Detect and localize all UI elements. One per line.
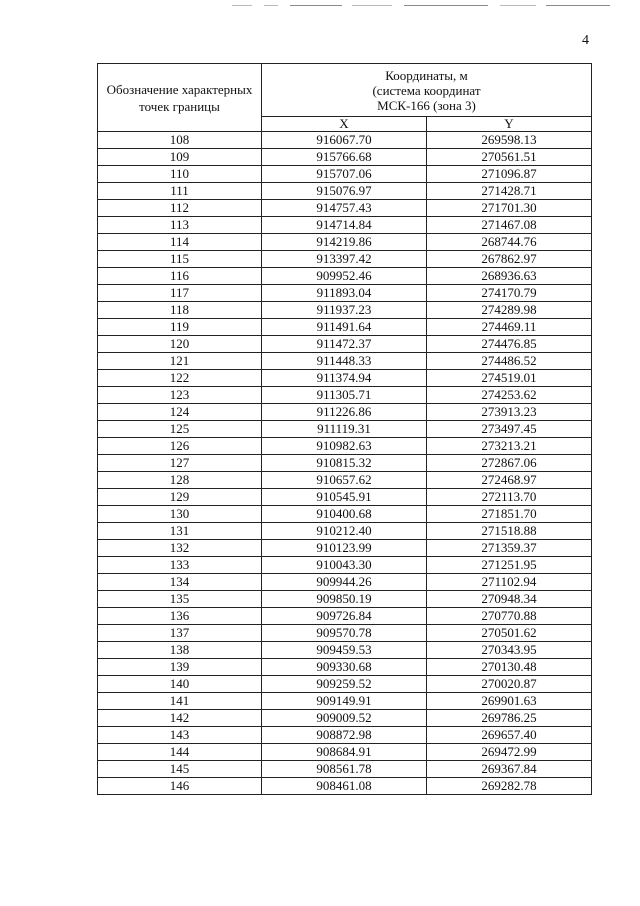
point-number-cell: 111 — [98, 183, 262, 200]
coordinates-system-line: (система координат — [372, 82, 481, 98]
point-number-cell: 131 — [98, 523, 262, 540]
x-coordinate-cell: 909850.19 — [262, 591, 427, 608]
table-row — [98, 608, 592, 625]
x-coordinate-cell: 910123.99 — [262, 540, 427, 557]
point-number-cell: 135 — [98, 591, 262, 608]
y-coordinate-cell: 270770.88 — [427, 608, 592, 625]
y-coordinate-cell: 274486.52 — [427, 353, 592, 370]
coordinates-table — [97, 63, 592, 795]
x-coordinate-cell: 914757.43 — [262, 200, 427, 217]
y-coordinate-cell: 271251.95 — [427, 557, 592, 574]
table-row — [98, 693, 592, 710]
x-coordinate-cell: 908684.91 — [262, 744, 427, 761]
table-row — [98, 438, 592, 455]
point-number-cell: 119 — [98, 319, 262, 336]
y-coordinate-cell: 272468.97 — [427, 472, 592, 489]
table-row — [98, 778, 592, 795]
scan-edge-line — [232, 5, 252, 6]
y-coordinate-cell: 273213.21 — [427, 438, 592, 455]
x-coordinate-cell: 910657.62 — [262, 472, 427, 489]
x-coordinate-cell: 911893.04 — [262, 285, 427, 302]
y-coordinate-cell: 269598.13 — [427, 132, 592, 149]
table-row — [98, 353, 592, 370]
point-designation-header: Обозначение характерных точек границы — [98, 64, 262, 132]
point-number-cell: 108 — [98, 132, 262, 149]
y-coordinate-cell: 271096.87 — [427, 166, 592, 183]
x-coordinate-cell: 911937.23 — [262, 302, 427, 319]
table-row — [98, 319, 592, 336]
point-number-cell: 116 — [98, 268, 262, 285]
point-number-cell: 139 — [98, 659, 262, 676]
x-coordinate-cell: 910545.91 — [262, 489, 427, 506]
y-coordinate-cell: 269657.40 — [427, 727, 592, 744]
y-coordinate-cell: 269901.63 — [427, 693, 592, 710]
x-coordinate-cell: 911374.94 — [262, 370, 427, 387]
point-number-cell: 125 — [98, 421, 262, 438]
y-coordinate-cell: 270501.62 — [427, 625, 592, 642]
point-number-cell: 143 — [98, 727, 262, 744]
scan-edge-line — [546, 5, 610, 6]
y-coordinate-cell: 271428.71 — [427, 183, 592, 200]
table-row — [98, 336, 592, 353]
table-row — [98, 200, 592, 217]
x-coordinate-cell: 910982.63 — [262, 438, 427, 455]
x-coordinate-cell: 909726.84 — [262, 608, 427, 625]
y-coordinate-cell: 270948.34 — [427, 591, 592, 608]
x-coordinate-cell: 909459.53 — [262, 642, 427, 659]
point-number-cell: 127 — [98, 455, 262, 472]
table-row — [98, 455, 592, 472]
coordinates-header — [262, 64, 592, 117]
table-body — [98, 132, 592, 795]
point-number-cell: 114 — [98, 234, 262, 251]
x-coordinate-cell: 909009.52 — [262, 710, 427, 727]
point-number-cell: 121 — [98, 353, 262, 370]
table-row — [98, 234, 592, 251]
point-number-cell: 112 — [98, 200, 262, 217]
y-coordinate-cell: 274289.98 — [427, 302, 592, 319]
x-coordinate-cell: 908561.78 — [262, 761, 427, 778]
scan-edge-line — [500, 5, 536, 6]
table-row — [98, 421, 592, 438]
x-coordinate-cell: 915707.06 — [262, 166, 427, 183]
y-coordinate-cell: 271701.30 — [427, 200, 592, 217]
table-header — [98, 64, 592, 132]
x-coordinate-cell: 910212.40 — [262, 523, 427, 540]
x-coordinate-cell: 911472.37 — [262, 336, 427, 353]
table-row — [98, 302, 592, 319]
point-number-cell: 109 — [98, 149, 262, 166]
table-row — [98, 659, 592, 676]
y-coordinate-cell: 270020.87 — [427, 676, 592, 693]
table-row — [98, 574, 592, 591]
point-number-cell: 138 — [98, 642, 262, 659]
table-row — [98, 166, 592, 183]
x-coordinate-cell: 909570.78 — [262, 625, 427, 642]
y-coordinate-cell: 274170.79 — [427, 285, 592, 302]
point-number-cell: 142 — [98, 710, 262, 727]
coordinates-zone-line: МСК-166 (зона 3) — [377, 97, 476, 113]
point-number-cell: 134 — [98, 574, 262, 591]
table-row — [98, 183, 592, 200]
point-number-cell: 141 — [98, 693, 262, 710]
y-coordinate-cell: 274476.85 — [427, 336, 592, 353]
x-coordinate-cell: 915766.68 — [262, 149, 427, 166]
y-coordinate-cell: 270561.51 — [427, 149, 592, 166]
y-coordinate-cell: 268744.76 — [427, 234, 592, 251]
point-number-cell: 124 — [98, 404, 262, 421]
x-coordinate-cell: 908461.08 — [262, 778, 427, 795]
point-number-cell: 140 — [98, 676, 262, 693]
x-coordinate-cell: 909330.68 — [262, 659, 427, 676]
table-row — [98, 217, 592, 234]
scan-edge-line — [352, 5, 392, 6]
point-number-cell: 123 — [98, 387, 262, 404]
y-coordinate-cell: 267862.97 — [427, 251, 592, 268]
y-coordinate-cell: 272113.70 — [427, 489, 592, 506]
point-number-cell: 129 — [98, 489, 262, 506]
x-coordinate-cell: 914219.86 — [262, 234, 427, 251]
y-coordinate-cell: 269367.84 — [427, 761, 592, 778]
y-coordinate-cell: 273913.23 — [427, 404, 592, 421]
x-coordinate-cell: 911448.33 — [262, 353, 427, 370]
point-number-cell: 133 — [98, 557, 262, 574]
point-number-cell: 122 — [98, 370, 262, 387]
x-coordinate-cell: 911491.64 — [262, 319, 427, 336]
scan-edge-line — [290, 5, 342, 6]
page-number: 4 — [582, 33, 589, 48]
table-row — [98, 557, 592, 574]
y-coordinate-cell: 271102.94 — [427, 574, 592, 591]
y-coordinate-cell: 271518.88 — [427, 523, 592, 540]
point-number-cell: 137 — [98, 625, 262, 642]
x-coordinate-cell: 915076.97 — [262, 183, 427, 200]
table-row — [98, 676, 592, 693]
x-coordinate-cell: 909952.46 — [262, 268, 427, 285]
x-coordinate-cell: 911119.31 — [262, 421, 427, 438]
table-row — [98, 761, 592, 778]
point-number-cell: 117 — [98, 285, 262, 302]
table-row — [98, 540, 592, 557]
table-row — [98, 506, 592, 523]
table-row — [98, 472, 592, 489]
y-coordinate-cell: 271851.70 — [427, 506, 592, 523]
table-row — [98, 285, 592, 302]
table-row — [98, 744, 592, 761]
x-coordinate-cell: 910815.32 — [262, 455, 427, 472]
table-row — [98, 132, 592, 149]
point-number-cell: 126 — [98, 438, 262, 455]
table-row — [98, 149, 592, 166]
point-number-cell: 146 — [98, 778, 262, 795]
point-number-cell: 130 — [98, 506, 262, 523]
x-coordinate-cell: 909149.91 — [262, 693, 427, 710]
coordinates-title-line: Координаты, м — [385, 67, 468, 83]
x-column-header: X — [262, 117, 427, 132]
x-coordinate-cell: 908872.98 — [262, 727, 427, 744]
y-coordinate-cell: 274469.11 — [427, 319, 592, 336]
table-row — [98, 489, 592, 506]
x-coordinate-cell: 916067.70 — [262, 132, 427, 149]
y-coordinate-cell: 272867.06 — [427, 455, 592, 472]
y-coordinate-cell: 271467.08 — [427, 217, 592, 234]
table-row — [98, 370, 592, 387]
x-coordinate-cell: 913397.42 — [262, 251, 427, 268]
y-coordinate-cell: 268936.63 — [427, 268, 592, 285]
x-coordinate-cell: 909944.26 — [262, 574, 427, 591]
point-number-cell: 118 — [98, 302, 262, 319]
y-coordinate-cell: 269472.99 — [427, 744, 592, 761]
table-row — [98, 251, 592, 268]
x-coordinate-cell: 910043.30 — [262, 557, 427, 574]
table-row — [98, 268, 592, 285]
point-number-cell: 110 — [98, 166, 262, 183]
y-coordinate-cell: 274253.62 — [427, 387, 592, 404]
y-column-header: Y — [427, 117, 592, 132]
table-row — [98, 625, 592, 642]
point-number-cell: 132 — [98, 540, 262, 557]
scan-edge-line — [404, 5, 488, 6]
table-row — [98, 642, 592, 659]
y-coordinate-cell: 269282.78 — [427, 778, 592, 795]
point-number-cell: 128 — [98, 472, 262, 489]
scan-edge-line — [264, 5, 278, 6]
table-row — [98, 523, 592, 540]
table-row — [98, 710, 592, 727]
point-number-cell: 145 — [98, 761, 262, 778]
x-coordinate-cell: 910400.68 — [262, 506, 427, 523]
y-coordinate-cell: 270130.48 — [427, 659, 592, 676]
point-number-cell: 113 — [98, 217, 262, 234]
table-row — [98, 591, 592, 608]
x-coordinate-cell: 909259.52 — [262, 676, 427, 693]
point-number-cell: 115 — [98, 251, 262, 268]
point-number-cell: 136 — [98, 608, 262, 625]
y-coordinate-cell: 273497.45 — [427, 421, 592, 438]
x-coordinate-cell: 914714.84 — [262, 217, 427, 234]
y-coordinate-cell: 270343.95 — [427, 642, 592, 659]
y-coordinate-cell: 271359.37 — [427, 540, 592, 557]
y-coordinate-cell: 274519.01 — [427, 370, 592, 387]
table-row — [98, 387, 592, 404]
table-row — [98, 404, 592, 421]
x-coordinate-cell: 911226.86 — [262, 404, 427, 421]
x-coordinate-cell: 911305.71 — [262, 387, 427, 404]
y-coordinate-cell: 269786.25 — [427, 710, 592, 727]
table-row — [98, 727, 592, 744]
point-number-cell: 144 — [98, 744, 262, 761]
point-number-cell: 120 — [98, 336, 262, 353]
